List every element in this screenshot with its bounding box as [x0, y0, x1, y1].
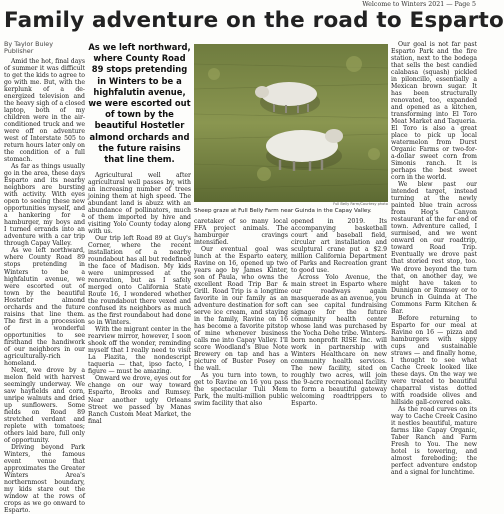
byline-title: Publisher — [4, 47, 34, 56]
sheep-photo-image — [194, 44, 388, 202]
paragraph: Next, we drove by a melon field with harvest seemingly underway. We saw hayfields and corn, unripe walnuts and dried up sunflowers. Some fields on Road 89 stretched verdant and replete with tomatoes; others laid bare, full only of opportunity. — [4, 366, 85, 444]
paragraph: Our trip left Road 89 at Guy's Corner, where the recent installation of a nearby roundabout has all but redefined the face of Madison. My kids were unimpressed at the renovation, but as I safely merged onto California State Route 16, I wondered whether the roundabout there vexed and confused its neighbors as much as the first roundabout had done so in Winters. — [88, 235, 191, 327]
paragraph: As far as things usually go in the area, these days Esparto and its nearby neighbors are bursting with activity. With eyes open to seeing these new opportunities myself, and a hankering for a hamburger, my boys and I turned errands into an adventure with a car trip through Capay Valley. — [4, 163, 85, 248]
article-column-2 — [88, 172, 191, 459]
sheep-photo — [194, 44, 388, 202]
paragraph: Agricultural well after agricultural well passes by, with an increasing number of trees joining them at high speed. The abundant land is abuzz with an abundance of pollinators, much of them imported by hive and visiting Yolo County today along with us. — [88, 172, 191, 236]
paragraph: Driving beyond Park Winters, the famous event venue that approximates the Greater Winters Area's northernmost boundary, my kids stare out the window at the rows of crops as we go onward to Esparto. — [4, 443, 85, 514]
paragraph: Across Yolo Avenue, the main street in Esparto where our roadways again masquerade as an avenue, you can see capital fundraising signage for the future community health center whose land was purchased by the Yocha Dehe tribe. Winters-born nonprofit RISE Inc. will work in partnership with Winters Healthcare on new community health services. The new facility, sited on roughly two acres, will join the 9-acre recreational facility to form a beautiful gateway welcoming roadtrippers to Esparto. — [291, 274, 387, 408]
paragraph: With the migrant center in the rearview mirror, however, I soon shook off the wonder, reminding myself that I really need to visit La Plazita, the nondescript taqueria — that, ipso facto, I figure — must be amazing. — [88, 326, 191, 376]
paragraph: As you turn into town, to get to Ravine on 16 you pass the spectacular Tuli Mem Park, the multi-million public swim facility that also — [194, 372, 288, 408]
paragraph: Before returning to Esparto for our meal at Ravine on 16 — pizza and hamburgers with sippy cups and sustainable straws — and finally home, I thought to see what Cache Creek looked like these days. On the way we were treated to beautiful chaparral vistas dotted with roadside olives and hillside gall-covered oaks. — [391, 314, 477, 406]
byline — [4, 41, 85, 55]
paragraph: We blew past our intended target, instead turning at the newly painted blue train across from Hog's Canyon restaurant at the far end of town. Adventure called, I surmised, and we went onward on our roadtrip, toward Road Trip. Eventually we drove past that storied rest stop, too. We drove beyond the turn that, on another day, we might have taken to Dunnigan or Rumsey or to brunch in Guinda at The Commons Farm Kitchen & Bar. — [391, 181, 477, 315]
paragraph: As we left northward, where County Road 89 stops pretending in Winters to be a highfalutin avenue, we were escorted out of town by the beautiful Hostetler almond orchards and the future raisins that line them. The first in a procession of wonderful opportunities to see firsthand the handiwork of our neighbors in our agriculturally-rich homeland. — [4, 247, 85, 367]
byline-name: By Taylor Buley — [4, 40, 54, 48]
article-column-3 — [194, 218, 288, 459]
headline: Family adventure on the road to Esparto — [4, 8, 504, 33]
paragraph: Onward we drove, eyes out for change on our way toward Esparto, Brooks and Rumsey. Near another ugly Orleans Street we passed by Manas Ranch Custom Meat Market, the final — [88, 375, 191, 425]
article-column-4 — [291, 218, 387, 459]
paragraph: opened in 2019. Its accompanying basketball court and baseball field, circular art installation and sculptural crane put a $2.9 million California Department of Parks and Recreation grant to good use. — [291, 218, 387, 275]
article-column-5 — [391, 41, 477, 476]
sheep-lower — [266, 129, 343, 171]
photo-credit: Full Belly Farm/Courtesy photo — [333, 202, 388, 206]
paragraph: Our eventual goal was lunch at the Esparto eatery, Ravine on 16, opened up two years ago by James Kinter, son of Paula, who owns the excellent Road Trip Bar & Grill. Road Trip is a longtime favorite in our family as an adventure destination for soft serve ice cream, and staying in the family, Ravine on 16 has become a favorite pitstop of mine whenever business calls me into Capay Valley. I'll score Woodland's Blue Note Brewery on tap and has a picture of Buster Posey on the wall. — [194, 246, 288, 373]
pull-quote: As we left northward, where County Road 89 stops pretending in Winters to be a highfalutin avenue, we were escorted out of town by the beautiful Hostetler almond orchards and the future raisins that line them. — [88, 42, 191, 165]
paragraph: Amid the hot, final days of summer it was difficult to get the kids to agree to go with me. But, with the kerplunk of a de-energized television and the heavy sigh of a closed laptop, both of my children were in the air-conditioned truck and we were off on adventure west of Interstate 505 to return hours later only on the condition of a full stomach. — [4, 58, 85, 164]
article-column-1 — [4, 40, 85, 514]
paragraph: Our goal is not far past Esparto Park and the fire station, next to the bodega that sells the best candied calabasa (squash) pickled in piloncillo, essentially a Mexican brown sugar. It has been structurally renovated, too, expanded and opened as a kitchen, transforming into El Toro Meat Market and Taqueria. El Toro is also a great place to pick up local watermelon from Durst Organic Farms or two-for-a-dollar sweet corn from Simonis ranch. It is perhaps the best sweet corn in the world. — [391, 41, 477, 182]
running-head-text: Welcome to Winters 2021 — Page 5 — [362, 1, 476, 8]
paragraph: caretaker of so many local FFA project animals. The hamburger cravings intensified. — [194, 218, 288, 247]
photo-caption: Sheep graze at Full Belly Farm near Guinda in the Capay Valley. — [194, 208, 372, 214]
paragraph: As the road curves on its way to Cache Creek Casino it nestles beautiful, mature farms like Capay Organic, Taber Ranch and Farm Fresh to You. The new hotel is towering, and almost foreboding; the perfect adventure endstop and a signal for lunchtime. — [391, 405, 477, 476]
